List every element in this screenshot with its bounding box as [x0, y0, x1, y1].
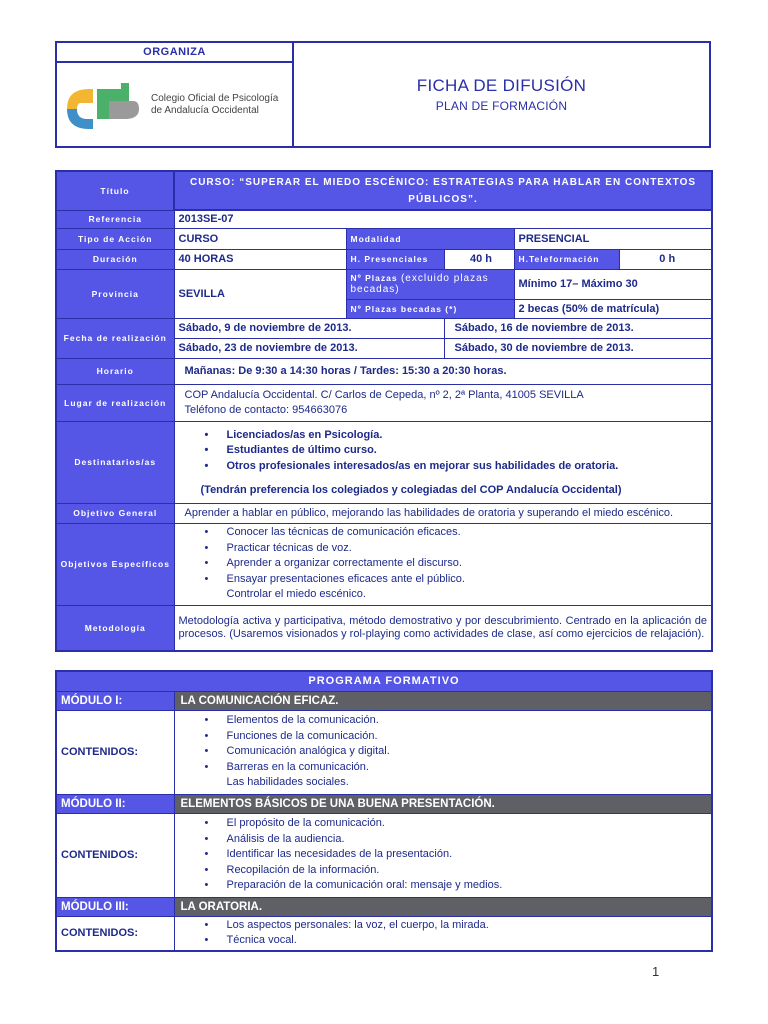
plazas-cell: [346, 269, 514, 299]
duracion-label: Duración: [56, 249, 174, 269]
list-item: • Conocer las técnicas de comunicación eficaces.: [227, 525, 712, 541]
logo-text-line-2: de Andalucía Occidental: [151, 104, 259, 116]
modulo-3-title: LA ORATORIA.: [174, 897, 712, 916]
organiza-label: ORGANIZA: [57, 43, 292, 63]
logo-text: [151, 93, 278, 117]
modulo-2-contents: [174, 813, 712, 897]
ficha-title: FICHA DE DIFUSIÓN: [416, 76, 587, 95]
modulo-2-title: ELEMENTOS BÁSICOS DE UNA BUENA PRESENTACIÓN.: [174, 794, 712, 813]
fecha-4: Sábado, 30 de noviembre de 2013.: [444, 338, 712, 358]
plazas-note: (excluido plazas becadas): [350, 273, 489, 295]
destinatarios-label: Destinatarios/as: [56, 421, 174, 503]
logo-text-line-1: Colegio Oficial de Psicología: [151, 92, 279, 104]
page-number: 1: [652, 964, 660, 979]
modulo-1-label: MÓDULO I:: [56, 691, 174, 710]
h-presenciales-value: 40 h: [444, 249, 514, 269]
contenidos-label: CONTENIDOS:: [56, 813, 174, 897]
list-item: • Ensayar presentaciones eficaces ante el público.: [227, 572, 712, 588]
lugar-label: Lugar de realización: [56, 384, 174, 421]
plazas-value: Mínimo 17– Máximo 30: [514, 269, 712, 299]
plazas-label: Nº Plazas: [350, 273, 398, 283]
objetivo-general-label: Objetivo General: [56, 503, 174, 523]
destinatarios-cell: [174, 421, 712, 503]
list-item: • El propósito de la comunicación.: [227, 816, 712, 832]
modulo-3-label: MÓDULO III:: [56, 897, 174, 916]
plazas-becadas-value: 2 becas (50% de matrícula): [514, 299, 712, 318]
list-item: • Comunicación analógica y digital.: [227, 744, 712, 760]
document-header: [55, 41, 711, 148]
modulo-3-list: [175, 918, 712, 949]
horario-value: Mañanas: De 9:30 a 14:30 horas / Tardes: 15:30 a 20:30 horas.: [174, 358, 712, 384]
fecha-2: Sábado, 16 de noviembre de 2013.: [444, 318, 712, 338]
duracion-value: 40 HORAS: [174, 249, 346, 269]
list-item: • Barreras en la comunicación.: [227, 760, 712, 776]
list-item: • Recopilación de la información.: [227, 863, 712, 879]
contenidos-label: CONTENIDOS:: [56, 916, 174, 951]
title-box: [294, 43, 709, 146]
objetivos-especificos-cell: [174, 523, 712, 605]
metodologia-value: Metodología activa y participativa, método demostrativo y por descubrimiento. Centrado en la aplicación de procesos. (Usaremos visionados y rol-playing como actividades de clase, así como ejercicios de relajación).: [174, 605, 712, 651]
contenidos-label: CONTENIDOS:: [56, 710, 174, 794]
modulo-1-contents: [174, 710, 712, 794]
list-item: • Practicar técnicas de voz.: [227, 541, 712, 557]
provincia-label: Provincia: [56, 269, 174, 318]
list-item: • Aprender a organizar correctamente el discurso.: [227, 556, 712, 572]
modalidad-value: PRESENCIAL: [514, 228, 712, 249]
fecha-1: Sábado, 9 de noviembre de 2013.: [174, 318, 444, 338]
list-item: • Análisis de la audiencia.: [227, 832, 712, 848]
h-presenciales-label: H. Presenciales: [346, 249, 444, 269]
tipo-accion-label: Tipo de Acción: [56, 228, 174, 249]
referencia-value: 2013SE-07: [174, 210, 712, 228]
list-item: • Elementos de la comunicación.: [227, 713, 712, 729]
modulo-1-list: [175, 713, 712, 791]
list-item: • Funciones de la comunicación.: [227, 729, 712, 745]
plan-subtitle: PLAN DE FORMACIÓN: [435, 99, 568, 113]
provincia-value: SEVILLA: [174, 269, 346, 318]
h-teleformacion-label: H.Teleformación: [514, 249, 619, 269]
list-item: • Licenciados/as en Psicología.: [227, 428, 712, 444]
objetivos-especificos-label: Objetivos Específicos: [56, 523, 174, 605]
list-item: • Técnica vocal.: [227, 933, 712, 949]
organizer-box: [57, 43, 294, 146]
objetivos-list: [179, 525, 712, 603]
telefono-value: Teléfono de contacto: 954663076: [184, 403, 348, 416]
lugar-value: COP Andalucía Occidental. C/ Carlos de Cepeda, nº 2, 2ª Planta, 41005 SEVILLA: [184, 388, 584, 401]
cop-logo-icon: [63, 79, 143, 131]
titulo-label: Título: [56, 171, 174, 210]
cop-logo: [57, 63, 292, 146]
list-item: • Preparación de la comunicación oral: mensaje y medios.: [227, 878, 712, 894]
list-item: • Identificar las necesidades de la presentación.: [227, 847, 712, 863]
list-item: Controlar el miedo escénico.: [226, 588, 366, 601]
list-item: • Los aspectos personales: la voz, el cuerpo, la mirada.: [227, 918, 712, 934]
modulo-2-label: MÓDULO II:: [56, 794, 174, 813]
metodologia-label: Metodología: [56, 605, 174, 651]
objetivo-general-value: Aprender a hablar en público, mejorando las habilidades de oratoria y superando el miedo escénico.: [174, 503, 712, 523]
modulo-3-contents: [174, 916, 712, 951]
list-item: • Estudiantes de último curso.: [227, 443, 712, 459]
tipo-accion-value: CURSO: [174, 228, 346, 249]
referencia-label: Referencia: [56, 210, 174, 228]
destinatarios-list: [179, 428, 712, 475]
programa-formativo-table: [55, 670, 713, 952]
list-item: Las habilidades sociales.: [226, 776, 349, 789]
programa-title: PROGRAMA FORMATIVO: [56, 671, 712, 691]
list-item: • Otros profesionales interesados/as en mejorar sus habilidades de oratoria.: [227, 459, 712, 475]
course-title: CURSO: “SUPERAR EL MIEDO ESCÉNICO: ESTRATEGIAS PARA HABLAR EN CONTEXTOS PÚBLICOS”.: [174, 171, 712, 210]
modalidad-label: Modalidad: [346, 228, 514, 249]
fecha-label: Fecha de realización: [56, 318, 174, 358]
modulo-1-title: LA COMUNICACIÓN EFICAZ.: [174, 691, 712, 710]
course-info-table: [55, 170, 713, 652]
horario-label: Horario: [56, 358, 174, 384]
preferencia-note: (Tendrán preferencia los colegiados y colegiadas del COP Andalucía Occidental): [200, 484, 622, 497]
fecha-3: Sábado, 23 de noviembre de 2013.: [174, 338, 444, 358]
h-teleformacion-value: 0 h: [619, 249, 712, 269]
plazas-becadas-label: Nº Plazas becadas (*): [346, 299, 514, 318]
modulo-2-list: [175, 816, 712, 894]
lugar-cell: [174, 384, 712, 421]
